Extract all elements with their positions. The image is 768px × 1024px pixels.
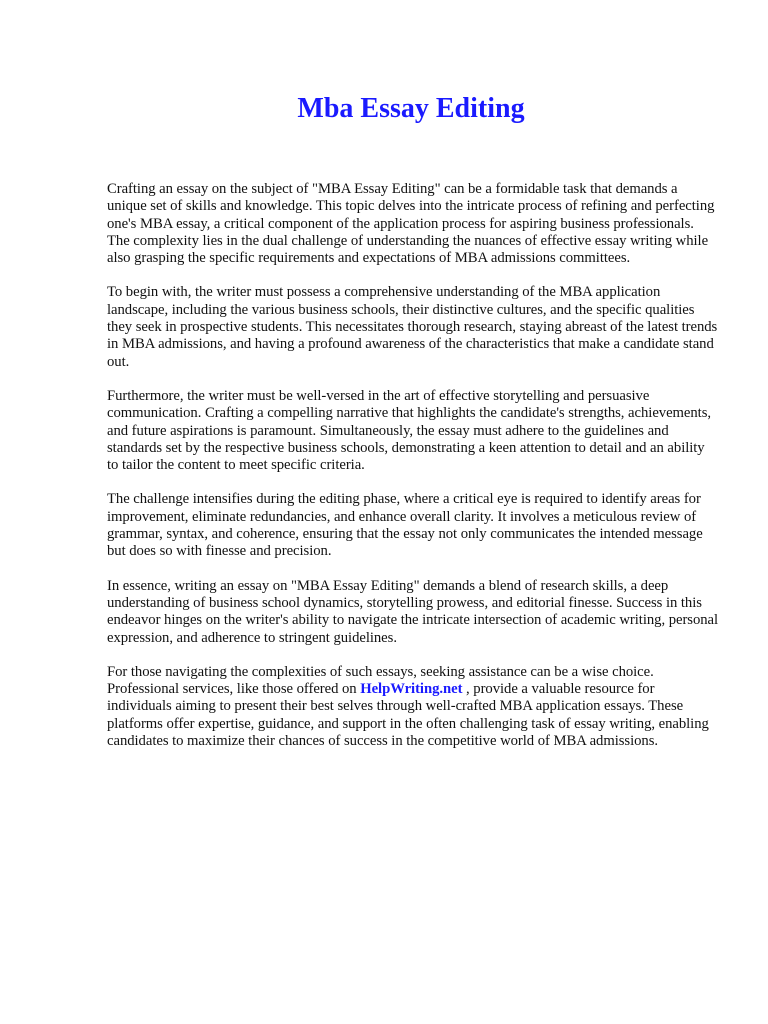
document-body bbox=[107, 181, 719, 767]
paragraph-in-essence: In essence, writing an essay on "MBA Essay Editing" demands a blend of research skills, a deep understanding of business school dynamics, storytelling prowess, and editorial finesse. Success in this endeavor hinges on the writer's ability to navigate the intricate intersection of academic writing, personal expression, and adherence to stringent guidelines. bbox=[107, 577, 719, 646]
helpwriting-link[interactable]: HelpWriting.net bbox=[360, 681, 463, 698]
paragraph-assistance bbox=[107, 664, 719, 750]
paragraph-assistance-text-after: , provide a valuable resource for individuals aiming to present their best selves through well-crafted MBA application essays. These platforms offer expertise, guidance, and support in the often challenging task of essay writing, enabling candidates to maximize their chances of success in the competitive world of MBA admissions. bbox=[107, 681, 709, 750]
paragraph-assistance-text-before: For those navigating the complexities of such essays, seeking assistance can be a wise choice. Professional services, like those offered on bbox=[107, 663, 654, 698]
page-title: Mba Essay Editing bbox=[297, 93, 525, 124]
paragraph-application-landscape: To begin with, the writer must possess a comprehensive understanding of the MBA application landscape, including the various business schools, their distinctive cultures, and the specific qualities they seek in prospective students. This necessitates thorough research, staying abreast of the latest trends in MBA admissions, and having a profound awareness of the characteristics that make a candidate stand out. bbox=[107, 284, 718, 370]
paragraph-editing-phase: The challenge intensifies during the editing phase, where a critical eye is required to identify areas for improvement, eliminate redundancies, and enhance overall clarity. It involves a meticulous review of grammar, syntax, and coherence, ensuring that the essay not only communicates the intended message but does so with finesse and precision. bbox=[107, 491, 703, 560]
paragraph-storytelling: Furthermore, the writer must be well-versed in the art of effective storytelling and persuasive communication. Crafting a compelling narrative that highlights the candidate's strengths, achievements, and future aspirations is paramount. Simultaneously, the essay must adhere to the guidelines and standards set by the respective business schools, demonstrating a keen attention to detail and an ability to tailor the content to meet specific criteria. bbox=[107, 387, 712, 474]
paragraph-intro: Crafting an essay on the subject of "MBA Essay Editing" can be a formidable task that demands a unique set of skills and knowledge. This topic delves into the intricate process of refining and perfecting one's MBA essay, a critical component of the application process for aspiring business professionals. The complexity lies in the dual challenge of understanding the nuances of effective essay writing while also grasping the specific requirements and expectations of MBA admissions committees. bbox=[107, 181, 715, 267]
